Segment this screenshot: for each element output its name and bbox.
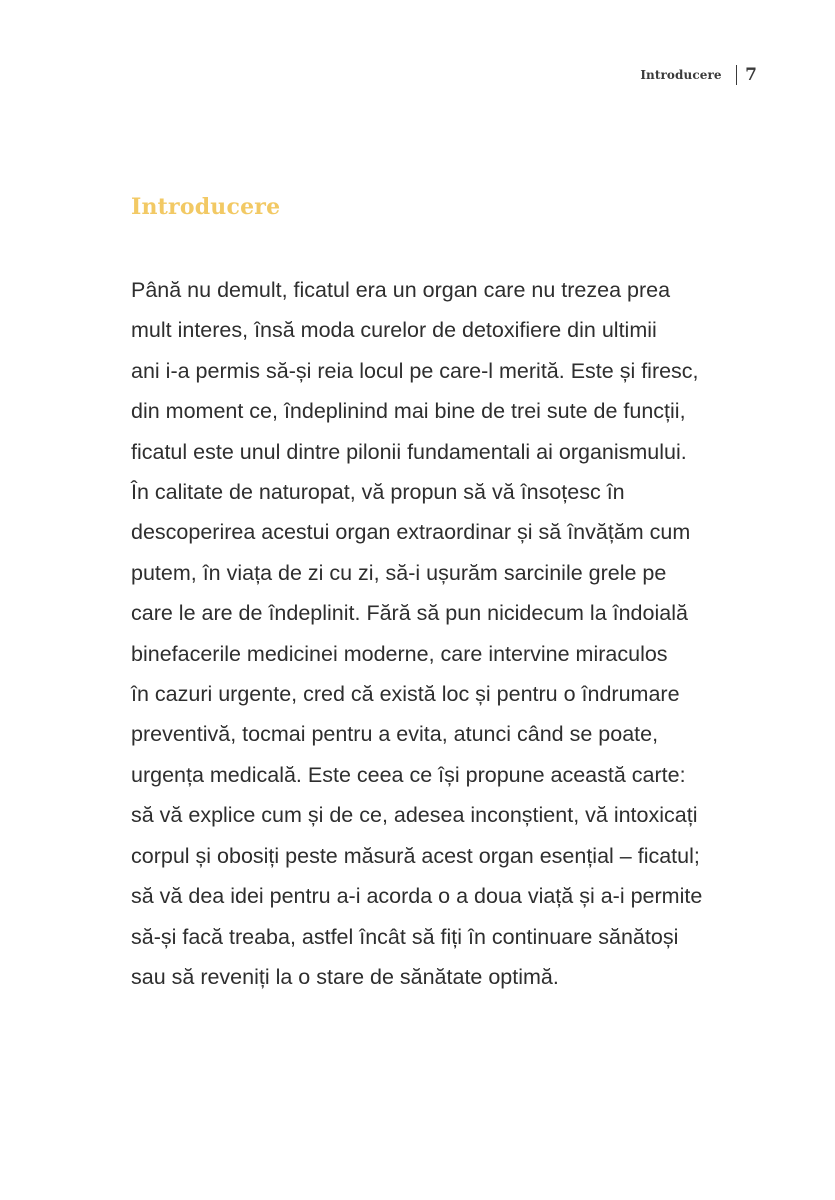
text-line: descoperirea acestui organ extraordinar și să învățăm cum [131, 520, 691, 545]
text-line: sau să reveniți la o stare de sănătate optimă. [131, 964, 559, 989]
text-line: să vă explice cum și de ce, adesea inconștient, vă intoxicați [131, 803, 698, 828]
running-header [640, 62, 757, 88]
text-line: preventivă, tocmai pentru a evita, atunci când se poate, [131, 722, 659, 747]
text-line: Până nu demult, ficatul era un organ care nu trezea prea [131, 278, 671, 302]
text-line: să-și facă treaba, astfel încât să fiți în continuare sănătoși [131, 924, 679, 949]
text-line: ficatul este unul dintre pilonii fundamentali ai organismului. [131, 439, 687, 464]
text-line: binefacerile medicinei moderne, care intervine miraculos [131, 641, 668, 666]
chapter-title: Introducere [131, 194, 281, 220]
text-line: putem, în viața de zi cu zi, să-i ușurăm sarcinile grele pe [131, 560, 667, 585]
text-line: care le are de îndeplinit. Fără să pun nicidecum la îndoială [131, 601, 688, 626]
body-paragraph [131, 270, 771, 997]
text-line: din moment ce, îndeplinind mai bine de trei sute de funcții, [131, 399, 686, 424]
text-line: În calitate de naturopat, vă propun să vă însoțesc în [131, 480, 625, 505]
text-line: mult interes, însă moda curelor de detoxifiere din ultimii [131, 318, 657, 343]
text-line: în cazuri urgente, cred că există loc și pentru o îndrumare [131, 682, 680, 707]
text-line: corpul și obosiți peste măsură acest organ esențial – ficatul; [131, 843, 700, 868]
header-divider [736, 65, 738, 85]
running-title: Introducere [640, 68, 722, 82]
text-line: urgența medicală. Este ceea ce își propune această carte: [131, 762, 686, 787]
text-line: ani i-a permis să-și reia locul pe care-l merită. Este și firesc, [131, 358, 699, 383]
text-line: să vă dea idei pentru a-i acorda o a doua viață și a-i permite [131, 884, 703, 909]
page-number: 7 [745, 65, 757, 85]
